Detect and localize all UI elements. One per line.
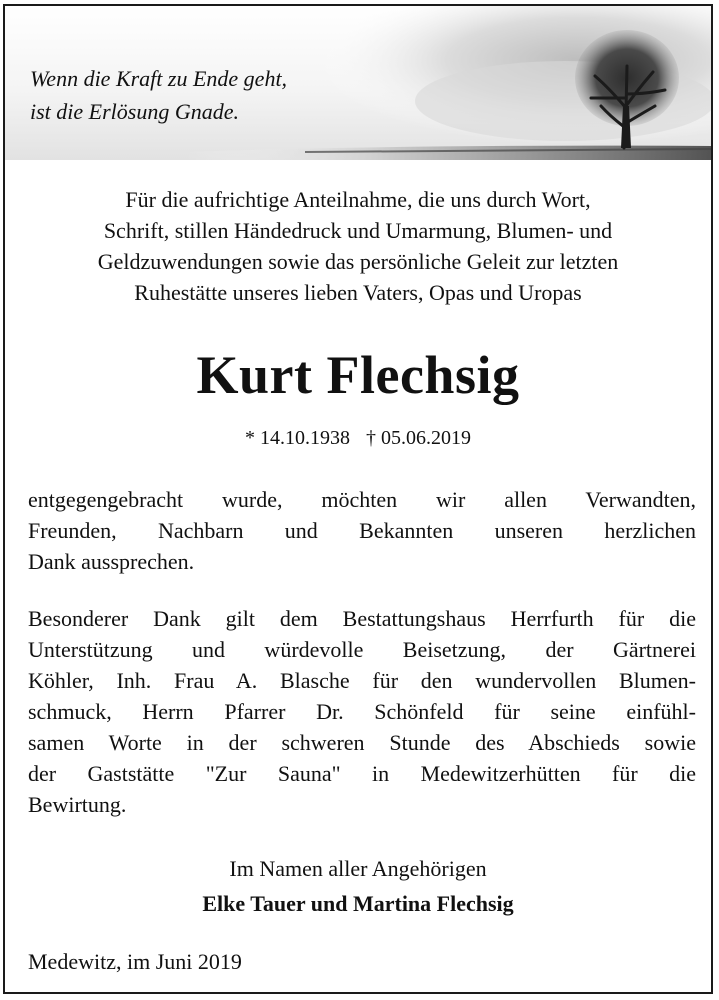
motto bbox=[30, 62, 287, 128]
paragraph-line: Bewirtung. bbox=[28, 792, 127, 817]
death-date: † 05.06.2019 bbox=[366, 427, 471, 449]
life-dates bbox=[5, 424, 711, 452]
signature-intro: Im Namen aller Angehörigen bbox=[229, 856, 487, 881]
deceased-name: Kurt Flechsig bbox=[196, 345, 520, 405]
paragraph-line: Dank aussprechen. bbox=[28, 549, 195, 574]
intro-line: Ruhestätte unseres lieben Vaters, Opas und Uropas bbox=[134, 280, 582, 305]
paragraph-line: der Gaststätte "Zur Sauna" in Medewitzerhütten für die bbox=[28, 761, 696, 786]
motto-line: Wenn die Kraft zu Ende geht, bbox=[30, 66, 288, 91]
paragraph-line: Freunden, Nachbarn und Bekannten unseren herzlichen bbox=[28, 518, 696, 543]
paragraph-line: Unterstützung und würdevolle Beisetzung, der Gärtnerei bbox=[28, 637, 696, 662]
header-banner bbox=[5, 6, 711, 160]
motto-line: ist die Erlösung Gnade. bbox=[30, 99, 239, 124]
thanks-paragraph bbox=[28, 484, 696, 577]
obituary-card bbox=[3, 4, 713, 994]
paragraph-line: entgegengebracht wurde, möchten wir allen Verwandten, bbox=[28, 487, 696, 512]
birth-date: * 14.10.1938 bbox=[245, 427, 350, 449]
paragraph-line: schmuck, Herrn Pfarrer Dr. Schönfeld für seine einfühl- bbox=[28, 699, 696, 724]
intro-text bbox=[5, 184, 711, 308]
paragraph-line: Köhler, Inh. Frau A. Blasche für den wundervollen Blumen- bbox=[28, 668, 696, 693]
paragraph-line: Besonderer Dank gilt dem Bestattungshaus Herrfurth für die bbox=[28, 606, 696, 631]
paragraph-line: samen Worte in der schweren Stunde des Abschieds sowie bbox=[28, 730, 696, 755]
intro-line: Für die aufrichtige Anteilnahme, die uns durch Wort, bbox=[125, 187, 591, 212]
place-date: Medewitz, im Juni 2019 bbox=[28, 949, 242, 974]
special-thanks-paragraph bbox=[28, 603, 696, 820]
intro-line: Geldzuwendungen sowie das persönliche Geleit zur letzten bbox=[97, 249, 619, 274]
signature-names: Elke Tauer und Martina Flechsig bbox=[202, 891, 514, 916]
intro-line: Schrift, stillen Händedruck und Umarmung, Blumen- und bbox=[103, 218, 613, 243]
